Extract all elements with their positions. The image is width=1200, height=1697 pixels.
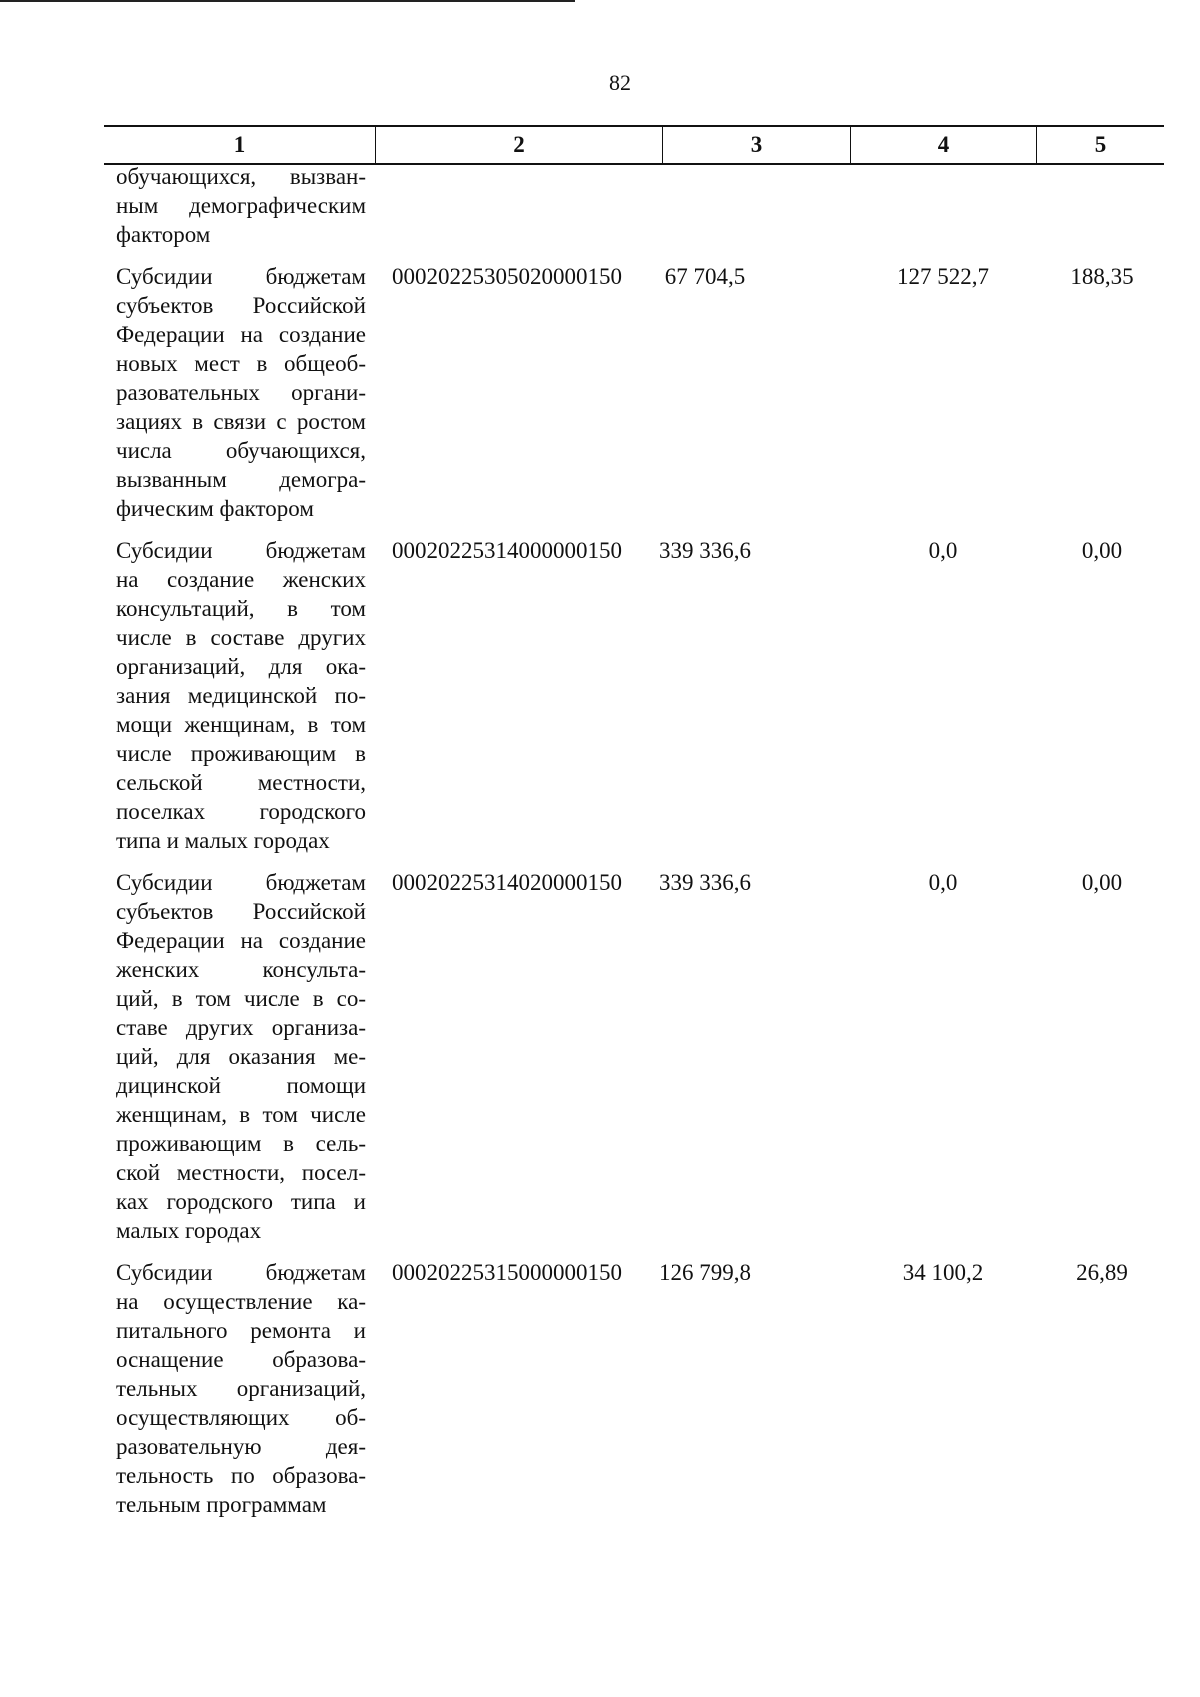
- description-line: субъектов Российской: [116, 293, 366, 318]
- description-line: ставе других организа-: [116, 1015, 366, 1040]
- description-line: Субсидии бюджетам: [116, 538, 366, 563]
- table-row: [0, 162, 1200, 249]
- description-line: ций, в том числе в со-: [116, 986, 366, 1011]
- description-line: ным демографическим: [116, 193, 366, 218]
- header-col-2: 2: [375, 127, 662, 163]
- row-spacer: [0, 523, 1200, 536]
- value-col-5: 0,00: [1081, 870, 1123, 895]
- description-line: числе в составе других: [116, 625, 366, 650]
- value-col-4: 0,0: [928, 870, 958, 895]
- description-line: на осуществление ка-: [116, 1289, 366, 1314]
- description-line: малых городах: [116, 1218, 262, 1243]
- row-description: [116, 868, 366, 1245]
- table-header: [104, 125, 1164, 165]
- description-line: женских консульта-: [116, 957, 366, 982]
- description-line: дицинской помощи: [116, 1073, 366, 1098]
- description-line: Федерации на создание: [116, 928, 366, 953]
- value-col-5: 0,00: [1081, 538, 1123, 563]
- value-col-3: 339 336,6: [659, 538, 751, 563]
- description-line: тельным программам: [116, 1492, 327, 1517]
- description-line: зациях в связи с ростом: [116, 409, 366, 434]
- row-description: [116, 1258, 366, 1519]
- description-line: Субсидии бюджетам: [116, 870, 366, 895]
- value-col-4: 127 522,7: [897, 264, 989, 289]
- description-line: проживающим в сель-: [116, 1131, 366, 1156]
- header-col-3: 3: [662, 127, 850, 163]
- description-line: фактором: [116, 222, 211, 247]
- description-line: мощи женщинам, в том: [116, 712, 366, 737]
- description-line: Субсидии бюджетам: [116, 264, 366, 289]
- description-line: новых мест в общеоб-: [116, 351, 366, 376]
- value-col-3: 67 704,5: [664, 264, 746, 289]
- table-row: [0, 1258, 1200, 1519]
- row-description: [116, 262, 366, 523]
- description-line: женщинам, в том числе: [116, 1102, 366, 1127]
- description-line: разовательных органи-: [116, 380, 366, 405]
- description-line: ций, для оказания ме-: [116, 1044, 366, 1069]
- row-spacer: [0, 249, 1200, 262]
- value-col-5: 188,35: [1070, 264, 1134, 289]
- row-description: [116, 162, 366, 249]
- header-col-5: 5: [1036, 127, 1164, 163]
- table-row: [0, 868, 1200, 1245]
- description-line: числа обучающихся,: [116, 438, 366, 463]
- row-spacer: [0, 855, 1200, 868]
- value-col-3: 339 336,6: [659, 870, 751, 895]
- description-line: тельных организаций,: [116, 1376, 366, 1401]
- table-body: [0, 162, 1200, 1519]
- description-line: числе проживающим в: [116, 741, 366, 766]
- description-line: сельской местности,: [116, 770, 366, 795]
- description-line: обучающихся, вызван-: [116, 164, 366, 189]
- budget-code: 00020225315000000150: [392, 1260, 622, 1285]
- description-line: субъектов Российской: [116, 899, 366, 924]
- header-col-4: 4: [850, 127, 1036, 163]
- description-line: вызванным демогра-: [116, 467, 366, 492]
- budget-code: 00020225305020000150: [392, 264, 622, 289]
- value-col-5: 26,89: [1076, 1260, 1128, 1285]
- description-line: типа и малых городах: [116, 828, 330, 853]
- description-line: ках городского типа и: [116, 1189, 366, 1214]
- description-line: Федерации на создание: [116, 322, 366, 347]
- description-line: на создание женских: [116, 567, 366, 592]
- row-spacer: [0, 1245, 1200, 1258]
- description-line: зания медицинской по-: [116, 683, 366, 708]
- budget-code: 00020225314020000150: [392, 870, 622, 895]
- header-col-1: 1: [233, 132, 246, 157]
- description-line: питального ремонта и: [116, 1318, 366, 1343]
- description-line: консультаций, в том: [116, 596, 366, 621]
- description-line: Субсидии бюджетам: [116, 1260, 366, 1285]
- description-line: разовательную дея-: [116, 1434, 366, 1459]
- description-line: осуществляющих об-: [116, 1405, 366, 1430]
- value-col-3: 126 799,8: [659, 1260, 751, 1285]
- description-line: фическим фактором: [116, 496, 314, 521]
- description-line: тельность по образова-: [116, 1463, 366, 1488]
- page-number: 82: [609, 70, 631, 95]
- table-row: [0, 536, 1200, 855]
- table-row: [0, 262, 1200, 523]
- description-line: поселках городского: [116, 799, 366, 824]
- value-col-4: 34 100,2: [902, 1260, 984, 1285]
- row-description: [116, 536, 366, 855]
- scan-edge-line: [0, 0, 575, 2]
- value-col-4: 0,0: [928, 538, 958, 563]
- description-line: организаций, для ока-: [116, 654, 366, 679]
- budget-code: 00020225314000000150: [392, 538, 622, 563]
- description-line: оснащение образова-: [116, 1347, 366, 1372]
- description-line: ской местности, посел-: [116, 1160, 366, 1185]
